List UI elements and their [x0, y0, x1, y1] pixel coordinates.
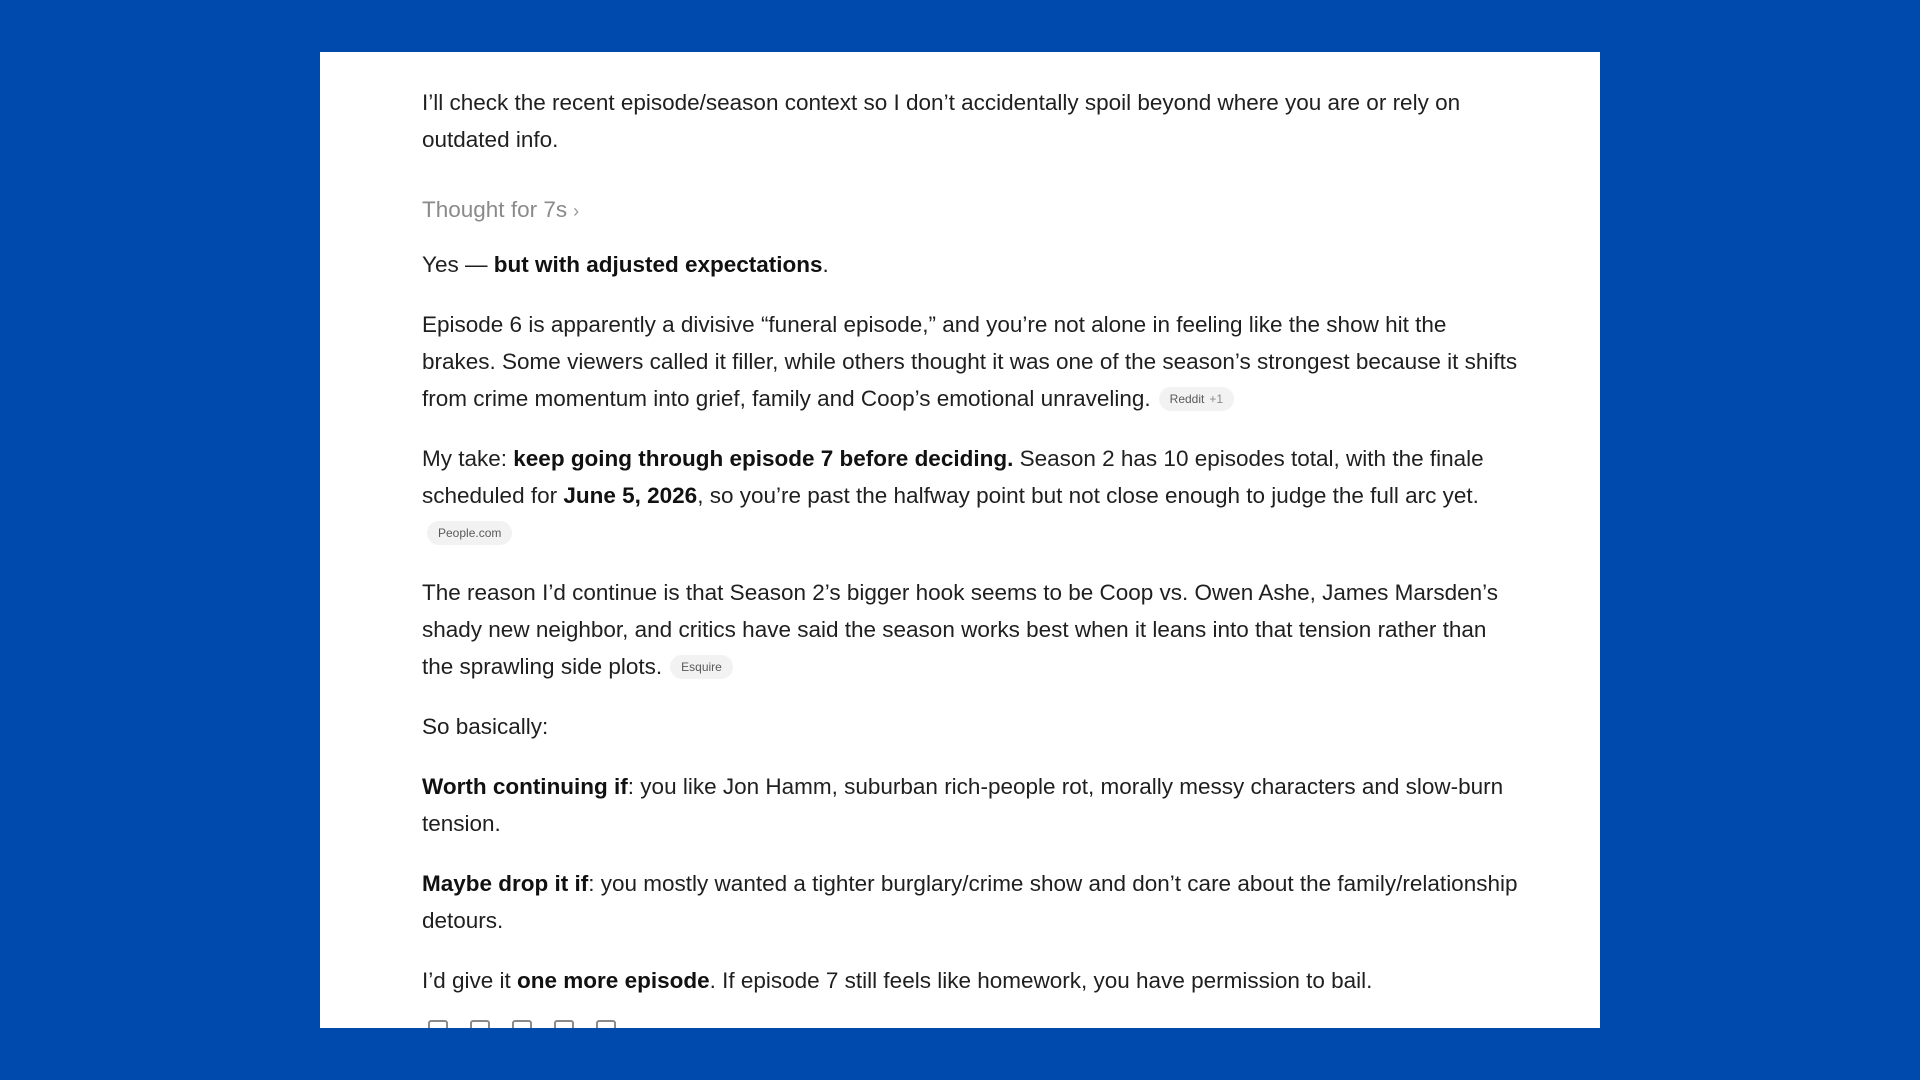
- answer-3-bold-2: June 5, 2026: [563, 483, 698, 508]
- answer-6-post: : you like Jon Hamm, suburban rich-people rot, morally messy characters and slow-burn tension.: [422, 774, 1504, 836]
- answer-8-bold: one more episode: [517, 968, 710, 993]
- answer-3-mid: Season 2 has 10 episodes total, with the finale scheduled for: [422, 446, 1484, 508]
- thumbs-down-icon[interactable]: [512, 1020, 532, 1028]
- answer-8-pre: I’d give it: [422, 968, 518, 993]
- answer-1-bold: but with adjusted expectations: [493, 252, 823, 277]
- source-chip-esquire[interactable]: [670, 655, 733, 679]
- answer-3-post: , so you’re past the halfway point but not close enough to judge the full arc yet.: [697, 483, 1479, 508]
- answer-paragraph-5: [422, 708, 1522, 745]
- answer-paragraph-7: [422, 865, 1522, 939]
- answer-7-bold: Maybe drop it if: [422, 871, 589, 896]
- thought-label: Thought for 7s: [422, 197, 568, 222]
- answer-6-bold: Worth continuing if: [422, 774, 628, 799]
- intro-paragraph: [422, 84, 1522, 158]
- answer-paragraph-1: [422, 246, 1522, 283]
- source-chip-label: Esquire: [681, 660, 722, 674]
- answer-5-text: So basically:: [422, 714, 549, 739]
- more-icon[interactable]: [596, 1020, 616, 1028]
- assistant-message: [422, 84, 1522, 1022]
- answer-paragraph-3: [422, 440, 1522, 551]
- answer-paragraph-8: [422, 962, 1522, 999]
- source-chip-people[interactable]: [427, 521, 512, 545]
- answer-3-bold-1: keep going through episode 7 before deciding.: [513, 446, 1014, 471]
- answer-paragraph-6: [422, 768, 1522, 842]
- answer-8-post: . If episode 7 still feels like homework, you have permission to bail.: [709, 968, 1373, 993]
- answer-1-pre: Yes —: [422, 252, 494, 277]
- answer-2-text: Episode 6 is apparently a divisive “funeral episode,” and you’re not alone in feeling like the show hit the brakes. Some viewers called it filler, while others thought it was one of the season’s strongest because it shifts from crime momentum into grief, family and Coop’s emotional unraveling.: [422, 312, 1518, 411]
- share-icon[interactable]: [554, 1020, 574, 1028]
- answer-paragraph-4: [422, 574, 1522, 685]
- chat-message-card: [320, 52, 1600, 1028]
- intro-text: I’ll check the recent episode/season context so I don’t accidentally spoil beyond where you are or rely on outdated info.: [422, 90, 1461, 152]
- source-chip-count: +1: [1209, 392, 1224, 406]
- thought-toggle[interactable]: [422, 191, 579, 230]
- source-chip-reddit[interactable]: [1159, 387, 1234, 411]
- answer-3-pre: My take:: [422, 446, 514, 471]
- thumbs-up-icon[interactable]: [470, 1020, 490, 1028]
- source-chip-label: Reddit: [1169, 392, 1205, 406]
- answer-1-post: .: [822, 252, 829, 277]
- answer-7-post: : you mostly wanted a tighter burglary/crime show and don’t care about the family/relationship detours.: [422, 871, 1518, 933]
- answer-paragraph-2: [422, 306, 1522, 417]
- message-actions: [428, 1020, 616, 1028]
- copy-icon[interactable]: [428, 1020, 448, 1028]
- source-chip-label: People.com: [438, 526, 502, 540]
- answer-4-text: The reason I’d continue is that Season 2’s bigger hook seems to be Coop vs. Owen Ashe, James Marsden’s shady new neighbor, and critics have said the season works best when it leans into that tension rather than the sprawling side plots.: [422, 580, 1499, 679]
- chevron-right-icon: ›: [573, 201, 580, 221]
